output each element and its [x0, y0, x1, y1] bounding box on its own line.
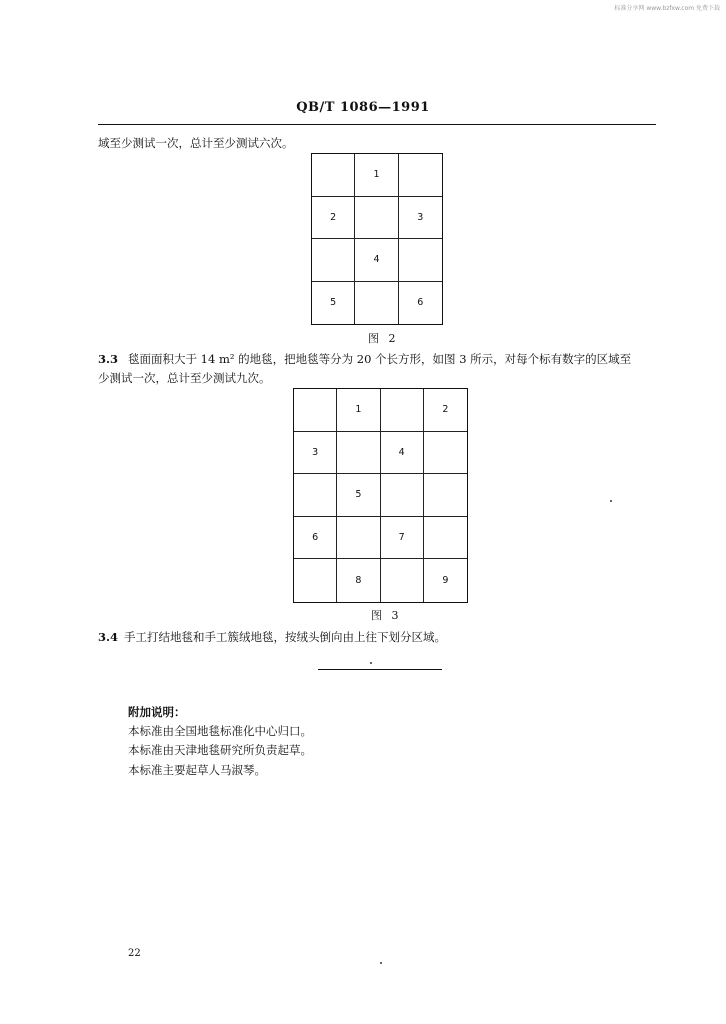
grid-cell — [381, 559, 424, 602]
section-3-3 — [98, 350, 631, 369]
continuation-text: 域至少测试一次，总计至少测试六次。 — [98, 136, 294, 150]
grid-cell: 1 — [355, 154, 398, 197]
header-rule — [98, 124, 656, 125]
grid-cell: 3 — [294, 432, 337, 475]
grid-cell: 8 — [337, 559, 380, 602]
grid-cell — [337, 517, 380, 560]
notes-line-3: 本标准主要起草人马淑琴。 — [128, 763, 266, 777]
notes-title: 附加说明： — [128, 705, 186, 719]
grid-cell — [294, 474, 337, 517]
grid-cell — [399, 239, 442, 282]
section-3-3-line-1: 毯面面积大于 14 m² 的地毯，把地毯等分为 20 个长方形，如图 3 所示，对每个标有数字的区域至 — [128, 352, 632, 366]
grid-cell — [312, 154, 355, 197]
grid-cell: 4 — [355, 239, 398, 282]
section-3-4 — [98, 628, 446, 647]
speck-mark — [610, 500, 612, 502]
grid-cell: 9 — [442, 575, 449, 587]
figure-3-grid — [293, 388, 468, 603]
grid-cell: 2 — [424, 389, 467, 432]
notes-line-2: 本标准由天津地毯研究所负责起草。 — [128, 743, 312, 757]
page-number: 22 — [128, 948, 141, 959]
figure-2-caption: 图 2 — [368, 332, 399, 345]
grid-cell — [399, 154, 442, 197]
grid-cell — [424, 474, 467, 517]
grid-cell: 4 — [381, 432, 424, 475]
grid-cell: 3 — [399, 197, 442, 240]
end-rule — [318, 669, 442, 670]
grid-cell: 5 — [312, 282, 355, 325]
grid-cell — [381, 389, 424, 432]
section-3-3-line-2: 少测试一次，总计至少测试九次。 — [98, 371, 271, 385]
grid-cell: 5 — [337, 474, 380, 517]
grid-cell: 1 — [337, 389, 380, 432]
grid-cell — [312, 239, 355, 282]
grid-cell — [381, 474, 424, 517]
figure-3-caption: 图 3 — [371, 609, 402, 622]
section-3-4-text: 手工打结地毯和手工簇绒地毯，按绒头倒向由上往下划分区域。 — [124, 630, 446, 644]
grid-cell — [337, 432, 380, 475]
section-3-3-number: 3.3 — [98, 352, 119, 366]
page-header-title: QB/T 1086—1991 — [296, 100, 430, 115]
dot-mark — [370, 662, 372, 664]
grid-cell — [355, 197, 398, 240]
grid-cell: 7 — [381, 517, 424, 560]
grid-cell: 6 — [417, 297, 424, 309]
speck-mark — [380, 962, 382, 964]
grid-cell — [424, 517, 467, 560]
grid-cell: 2 — [312, 197, 355, 240]
grid-cell: 6 — [294, 517, 337, 560]
watermark: 标准分享网 www.bzfxw.com 免费下载 — [614, 5, 720, 12]
notes-line-1: 本标准由全国地毯标准化中心归口。 — [128, 724, 312, 738]
grid-cell — [294, 389, 337, 432]
grid-cell — [424, 432, 467, 475]
grid-cell — [355, 282, 398, 325]
section-3-4-number: 3.4 — [98, 630, 119, 644]
figure-2-grid — [311, 153, 443, 325]
grid-cell — [294, 559, 337, 602]
